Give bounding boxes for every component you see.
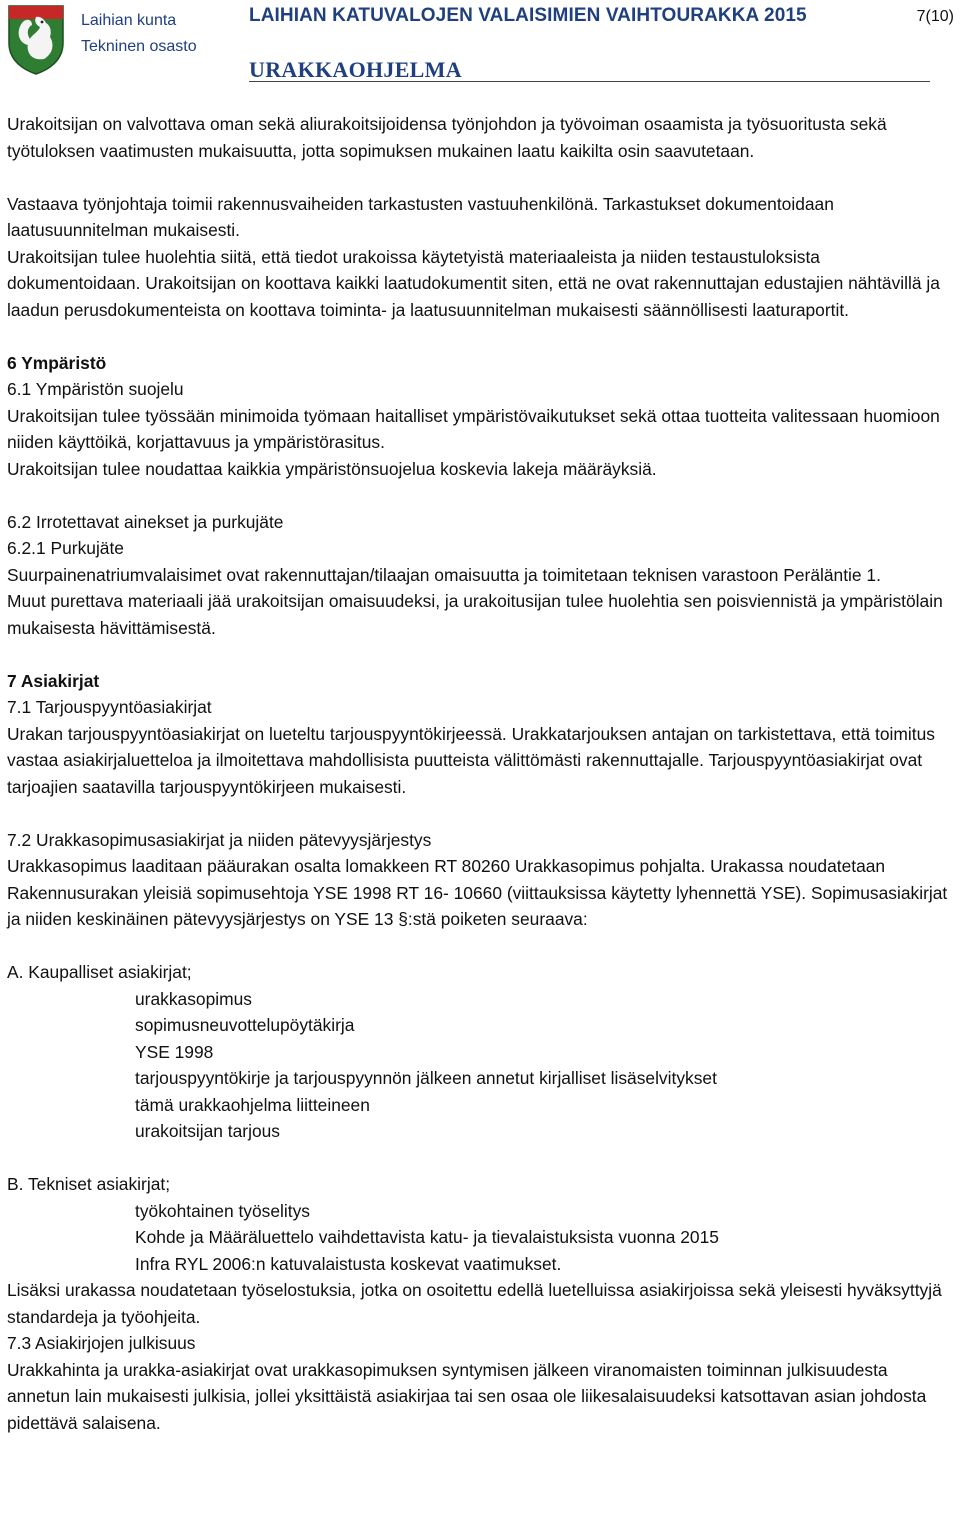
- document-title: LAIHIAN KATUVALOJEN VALAISIMIEN VAIHTOURAKKA 2015: [249, 5, 807, 26]
- org-municipality: Laihian kunta: [81, 12, 177, 29]
- organization-name: [81, 8, 197, 60]
- subsection-heading: 7.3 Asiakirjojen julkisuus: [7, 1333, 196, 1353]
- section-heading: 7 Asiakirjat: [7, 670, 100, 691]
- paragraph: Urakan tarjouspyyntöasiakirjat on lueteltu tarjouspyyntökirjeessä. Urakkatarjouksen antajan on tarkistettava, että toimitus vastaa asiakirjaluetteloa ja ilmoitettava mahdollisista puutteista välittömästi rakennuttajalle. Tarjouspyyntöasiakirjat ovat tarjoajien saatavilla tarjouspyyntökirjeen mukaisesti.: [7, 723, 935, 797]
- list-item: työkohtainen työselitys: [135, 1200, 310, 1221]
- list-heading: B. Tekniset asiakirjat;: [7, 1174, 171, 1194]
- paragraph: Suurpainenatriumvalaisimet ovat rakennuttajan/tilaajan omaisuutta ja toimitetaan teknisen varastoon Peräläntie 1.: [7, 564, 881, 585]
- list-item: YSE 1998: [135, 1041, 214, 1062]
- list-item: urakkasopimus: [135, 988, 252, 1009]
- paragraph: Lisäksi urakassa noudatetaan työselostuksia, jotka on osoitettu edellä luetelluissa asiakirjoissa sekä yleisesti hyväksyttyjä standardeja ja työohjeita.: [7, 1280, 942, 1327]
- list-item: tämä urakkaohjelma liitteineen: [135, 1094, 370, 1115]
- list-item: tarjouspyyntökirje ja tarjouspyynnön jälkeen annetut kirjalliset lisäselvitykset: [135, 1068, 717, 1088]
- subsection-heading: 7.1 Tarjouspyyntöasiakirjat: [7, 697, 212, 717]
- paragraph: Urakkahinta ja urakka-asiakirjat ovat urakkasopimuksen syntymisen jälkeen viranomaisten toiminnan julkisuudesta annetun lain mukaisesti julkisia, jollei yksittäistä asiakirjaa tai sen osaa ole liikesalaisuudeksi katsottavan asian johdosta pidettävä salaisena.: [7, 1359, 927, 1433]
- list-item: Infra RYL 2006:n katuvalaistusta koskevat vaatimukset.: [135, 1253, 562, 1274]
- paragraph: Urakkasopimus laaditaan pääurakan osalta lomakkeen RT 80260 Urakkasopimus pohjalta. Urakassa noudatetaan Rakennusurakan yleisiä sopimusehtoja YSE 1998 RT 16- 10660 (viittauksissa käytetty lyhennettä YSE). Sopimusasiakirjat ja niiden keskinäinen pätevyysjärjestys on YSE 13 §:stä poiketen seuraava:: [7, 856, 948, 929]
- section-heading: 6 Ympäristö: [7, 352, 107, 373]
- page-number: 7(10): [916, 8, 954, 25]
- squirrel-crest-icon: [6, 3, 66, 75]
- paragraph: Urakoitsijan tulee huolehtia siitä, että tiedot urakoissa käytetyistä materiaaleista ja niiden testaustuloksista dokumentoidaan. Urakoitsijan on koottava kaikki laatudokumentit siten, että ne ovat rakennuttajan edustajien nähtävillä ja laadun perusdokumenteista on koottava toiminta- ja laatusuunnitelman mukaisesti säännöllisesti laaturaportit.: [7, 246, 940, 320]
- subsection-heading: 6.1 Ympäristön suojelu: [7, 379, 184, 399]
- list-item: urakoitsijan tarjous: [135, 1121, 280, 1141]
- document-body: [7, 111, 955, 1436]
- paragraph: Urakoitsijan on valvottava oman sekä aliurakoitsijoidensa työnjohdon ja työvoiman osaamista ja työsuoritusta sekä työtuloksen vaatimusten mukaisuutta, jotta sopimuksen mukainen laatu kaikilta osin saavutetaan.: [7, 114, 887, 161]
- document-subtitle: URAKKAOHJELMA: [249, 57, 462, 82]
- header-divider: [249, 81, 930, 82]
- list-item: sopimusneuvottelupöytäkirja: [135, 1015, 355, 1035]
- list-heading: A. Kaupalliset asiakirjat;: [7, 962, 192, 982]
- subsection-heading: 6.2 Irrotettavat ainekset ja purkujäte: [7, 511, 284, 532]
- page-header: [0, 0, 960, 84]
- subsection-heading: 7.2 Urakkasopimusasiakirjat ja niiden pätevyysjärjestys: [7, 829, 432, 850]
- org-department: Tekninen osasto: [81, 38, 197, 55]
- paragraph: Urakoitsijan tulee työssään minimoida työmaan haitalliset ympäristövaikutukset sekä ottaa tuotteita valitessaan huomioon niiden käyttöikä, korjattavuus ja ympäristörasitus.: [7, 405, 940, 452]
- paragraph: Urakoitsijan tulee noudattaa kaikkia ympäristönsuojelua koskevia lakeja määräyksiä.: [7, 458, 657, 479]
- subsection-heading: 6.2.1 Purkujäte: [7, 538, 124, 558]
- paragraph: Vastaava työnjohtaja toimii rakennusvaiheiden tarkastusten vastuuhenkilönä. Tarkastukset dokumentoidaan laatusuunnitelman mukaisesti.: [7, 193, 834, 240]
- list-item: Kohde ja Määräluettelo vaihdettavista katu- ja tievalaistuksista vuonna 2015: [135, 1227, 719, 1247]
- paragraph: Muut purettava materiaali jää urakoitsijan omaisuudeksi, ja urakoitusijan tulee huolehtia sen poisviennistä ja ympäristölain mukaisesta hävittämisestä.: [7, 591, 943, 638]
